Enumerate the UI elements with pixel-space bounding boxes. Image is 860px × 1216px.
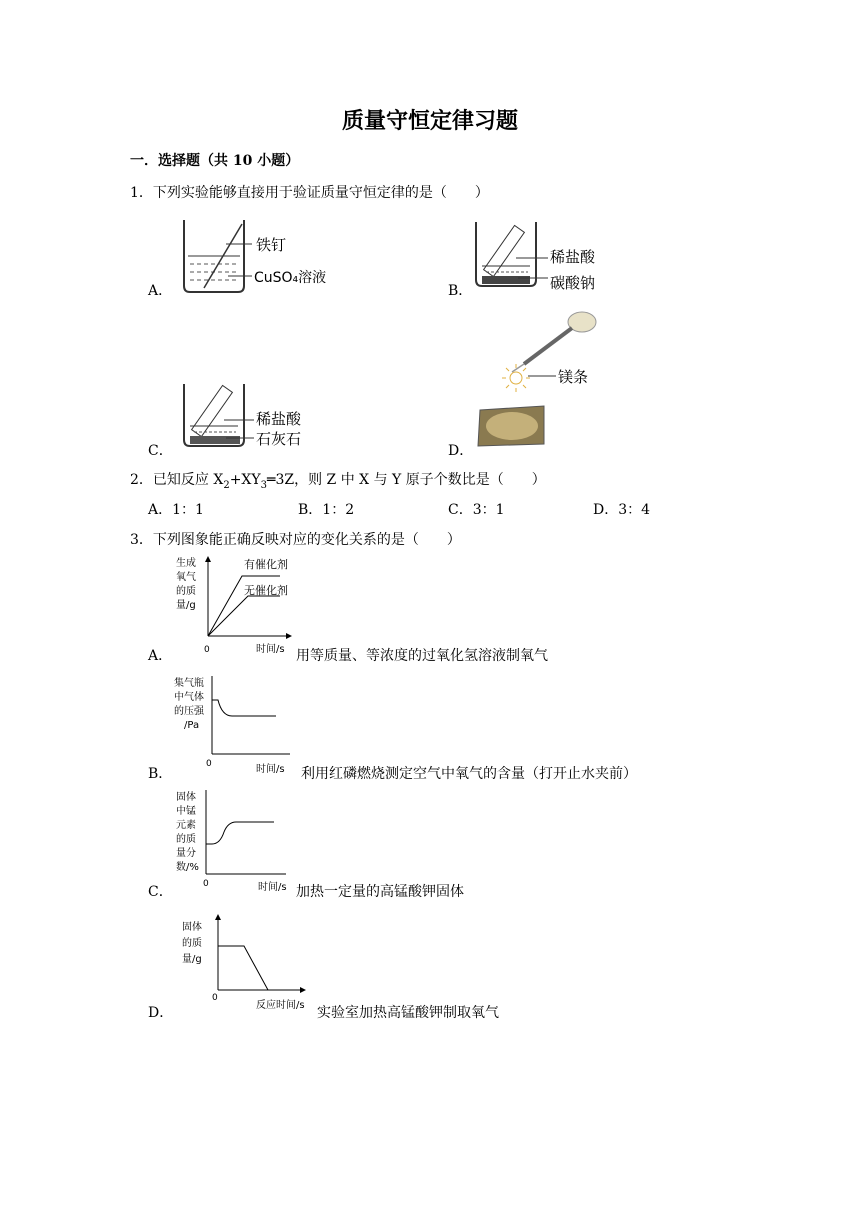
- q2-option-a: A．1：1: [148, 502, 204, 518]
- q3-option-b-graph: [170, 672, 296, 778]
- label-limestone: 石灰石: [256, 430, 302, 448]
- label-dilute-hcl: 稀盐酸: [550, 248, 596, 266]
- q3-option-b-caption: 利用红磷燃烧测定空气中氧气的含量（打开止水夹前）: [301, 766, 637, 782]
- label-cuso4-solution: CuSO₄溶液: [254, 270, 327, 286]
- origin-label: 0: [203, 879, 209, 889]
- x-axis-label: 时间/s: [258, 882, 287, 893]
- solid-mass-line: [218, 946, 268, 990]
- series-label-no-catalyst: 无催化剂: [244, 584, 288, 597]
- y-axis-label-line: 元素: [176, 820, 196, 831]
- q3-option-c-caption: 加热一定量的高锰酸钾固体: [296, 884, 464, 900]
- y-axis-label-line: 的质: [176, 834, 196, 845]
- y-axis-label-line: 生成: [176, 558, 196, 569]
- y-axis-label-line: 中气体: [174, 692, 204, 703]
- q3-option-b-label: B．: [148, 766, 173, 782]
- x-axis-label: 反应时间/s: [256, 1000, 305, 1011]
- question-3-stem: 3．下列图象能正确反映对应的变化关系的是（ ）: [130, 532, 461, 548]
- q3-option-a-graph: [170, 552, 296, 658]
- q3-option-c-graph: [170, 786, 296, 894]
- y-axis-label-line: 量分: [176, 848, 196, 859]
- page-title: 质量守恒定律习题: [341, 108, 518, 134]
- q3-option-a-label: A．: [148, 648, 173, 664]
- q2-option-c: C．3：1: [448, 502, 505, 518]
- y-axis-label-line: 数/%: [176, 862, 199, 873]
- section-heading: 一．选择题（共 10 小题）: [130, 153, 300, 169]
- y-axis-label-line: 氧气: [176, 572, 196, 583]
- q3-option-c-label: C．: [148, 884, 173, 900]
- q2-option-d: D．3：4: [593, 502, 651, 518]
- y-axis-label-line: 量/g: [176, 600, 196, 611]
- q1-option-a-beaker-figure: [178, 212, 348, 297]
- y-axis-label-line: 量/g: [182, 954, 202, 965]
- label-iron-nail: 铁钉: [256, 236, 287, 254]
- label-dilute-hcl-c: 稀盐酸: [256, 410, 302, 428]
- q3-option-d-label: D．: [148, 1005, 174, 1021]
- q1-option-d-label: D．: [448, 443, 474, 459]
- q1-option-d-magnesium-figure: [472, 306, 632, 448]
- q3-option-d-graph: [176, 912, 316, 1016]
- q3-option-d-caption: 实验室加热高锰酸钾制取氧气: [317, 1005, 499, 1021]
- label-magnesium-strip: 镁条: [558, 368, 589, 386]
- tongs: [524, 328, 572, 364]
- mass-fraction-curve: [206, 822, 274, 844]
- q1-option-a-label: A．: [148, 283, 173, 299]
- y-axis-label-line: 集气瓶: [174, 678, 204, 689]
- y-axis-label-line: 的质: [182, 938, 202, 949]
- q1-option-b-label: B．: [448, 283, 473, 299]
- origin-label: 0: [212, 993, 218, 1003]
- origin-label: 0: [206, 759, 212, 769]
- x-axis-label: 时间/s: [256, 764, 285, 775]
- q2-option-b: B．1：2: [298, 502, 355, 518]
- x-axis-label: 时间/s: [256, 644, 285, 655]
- y-axis-label-line: 的质: [176, 586, 196, 597]
- y-axis-label-line: /Pa: [184, 720, 200, 731]
- q1-option-b-beaker-figure: [472, 216, 642, 296]
- y-axis-label-line: 中锰: [176, 806, 196, 817]
- label-sodium-carbonate: 碳酸钠: [550, 274, 596, 292]
- pressure-curve: [212, 700, 276, 716]
- series-label-catalyst: 有催化剂: [244, 558, 288, 571]
- y-axis-label-line: 固体: [176, 792, 196, 803]
- y-axis-label-line: 固体: [182, 922, 202, 933]
- origin-label: 0: [204, 645, 210, 655]
- q3-option-a-caption: 用等质量、等浓度的过氧化氢溶液制氧气: [296, 648, 548, 664]
- y-axis-label-line: 的压强: [174, 706, 204, 717]
- q1-option-c-label: C．: [148, 443, 173, 459]
- question-2-stem: 2．已知反应 $X_2+XY_3═3Z$，则 Z 中 X 与 Y 原子个数比是（ ）: [130, 472, 546, 491]
- question-1-stem: 1．下列实验能够直接用于验证质量守恒定律的是（ ）: [130, 185, 489, 201]
- q1-option-c-beaker-figure: [180, 380, 350, 452]
